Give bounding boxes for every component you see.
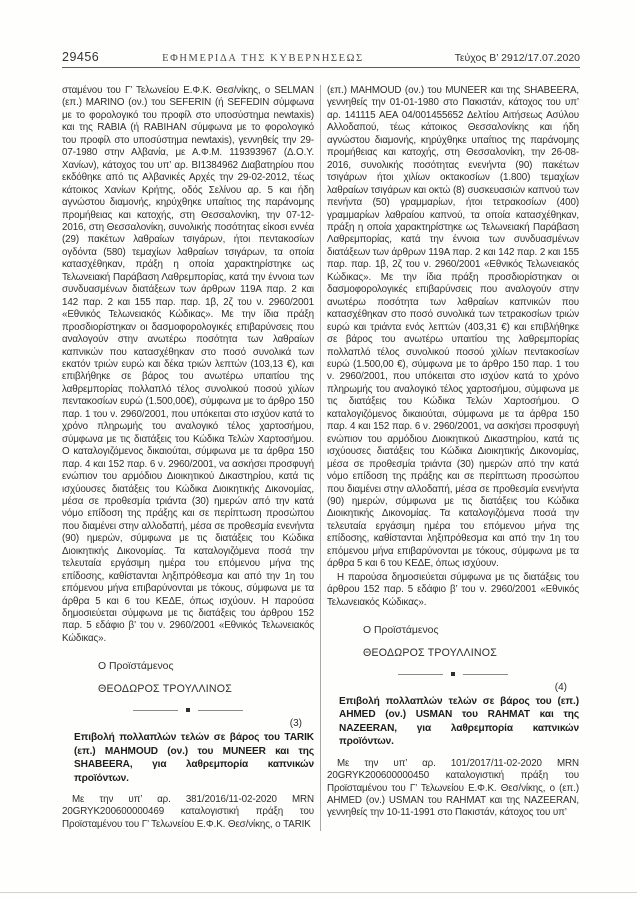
signature-block-left xyxy=(98,661,314,695)
signatory-name: ΘΕΟΔΩΡΟΣ ΤΡΟΥΛΛΙΝΟΣ xyxy=(98,683,232,696)
decision-body-continued: σταμένου του Γ’ Τελωνείου Ε.Φ.Κ. Θεσ/νίκης, ο SELMAN (επ.) MARINO (ον.) του SEFERIN (ή SEFEDIN σύμφωνα με το φορολογικό του προφίλ στο υποσύστημα newtaxis) και της RABIA (ή RABIHAN σύμφωνα με το φορολογικό του προφίλ στο υποσύστημα newtaxis), γεννηθείς την 29-07-1980 στην Αλβανία, με Α.Φ.Μ. 119393967 (Δ.Ο.Υ. Χανίων), κάτοχος του υπ’ αρ. ΒΙ1384962 Διαβατηρίου που εκδόθηκε από τις Αλβανικές Αρχές την 29-02-2012, τέως κάτοικος Χανίων Κρήτης, οδός Σελίνου αρ. 5 και ήδη αγνώστου διαμονής, κηρύχθηκε υπαίτιος της παράνομης προμήθειας και κατοχής, στη Θεσσαλονίκη, την 07-12-2016, στη Θεσσαλονίκη, συνολικής ποσότητας είκοσι εννέα (29) πακέτων λαθραίων τσιγάρων, ήτοι πεντακοσίων ογδόντα (580) τεμαχίων λαθραίων τσιγάρων, τα οποία κατασχέθηκαν, πράξη η οποία χαρακτηρίστηκε ως Τελωνειακή Παράβαση Λαθρεμπορίας, κατά την έννοια των συνδυασμένων διατάξεων των άρθρων 119Α παρ. 2 και 142 παρ. 2 και 155 παρ. παρ. 1β, 2ζ του ν. 2960/2001 «Εθνικός Τελωνειακός Κώδικας». Με την ίδια πράξη προσδιορίστηκαν οι δασμοφορολογικές επιβαρύνσεις που αναλογούν στην ανωτέρω ποσότητα των λαθραίων καπνικών που κατασχέθηκαν στο ποσό συνολικά των εκατόν τριών ευρώ και δέκα τριών λεπτών (103,13 €), και επιβλήθηκε σε βάρος του ανωτέρω υπαιτίου της λαθρεμπορίας πολλαπλό τέλος συνολικού ποσού χιλίων πεντακοσίων ευρώ (1.500,00€), σύμφωνα με το άρθρο 150 παρ. 1 του ν. 2960/2001, που υπόκειται στο ισχύον κατά το χρόνο πληρωμής του αναλογικό τέλος χαρτοσήμου, σύμφωνα με τις διατάξεις του Κώδικα Τελών Χαρτοσήμου. Ο καταλογιζόμενος δικαιούται, σύμφωνα με τα άρθρα 150 παρ. 4 και 152 παρ. 6 ν. 2960/2001, να ασκήσει προσφυγή ενώπιον του αρμόδιου Διοικητικού Δικαστηρίου, κατά τις ισχύουσες διατάξεις του Κώδικα Διοικητικής Δικονομίας, μέσα σε προθεσμία τριάντα (30) ημερών από την κατά νόμο επίδοση της πράξης και σε περίπτωση προσώπου που διαμένει στην αλλοδαπή, μέσα σε προθεσμία ενενήντα (90) ημερών, σύμφωνα με τις διατάξεις του Κώδικα Διοικητικής Δικονομίας. Τα καταλογιζόμενα ποσά την τελευταία εργάσιμη ημέρα του επόμενου μήνα της επίδοσης, καθίστανται ληξιπρόθεσμα και από την 1η του επόμενου μήνα επιβαρύνονται με τόκους, σύμφωνα με τα άρθρα 5 και 6 του ΚΕΔΕ, όπως ισχύουν. Η παρούσα δημοσιεύεται σύμφωνα με τις διατάξεις του άρθρου 152 παρ. 5 εδάφιο β’ του ν. 2960/2001 «Εθνικός Τελωνειακός Κώδικας». xyxy=(62,85,314,644)
separator-line xyxy=(133,710,178,711)
header-rule xyxy=(62,67,580,68)
section-number-4: (4) xyxy=(554,682,567,694)
page-content xyxy=(62,50,580,831)
signatory-role: Ο Προϊστάμενος xyxy=(363,625,439,637)
left-column xyxy=(62,85,314,831)
right-column xyxy=(327,85,579,831)
separator-square-icon xyxy=(451,672,455,676)
content-columns xyxy=(62,85,580,831)
signature-block-right xyxy=(363,625,579,659)
section-separator xyxy=(327,672,579,676)
page-header xyxy=(62,50,580,64)
section-4-body: Με την υπ’ αρ. 101/2017/11-02-2020 MRN 20GRYK200600000450 καταλογιστική πράξη του Προϊσταμένου του Γ’ Τελωνείου Ε.Φ.Κ. Θεσ/νίκης, ο (επ.) AHMED (ον.) USMAN του RAHMAT και της NAZEERAN, γεννηθείς την 10-11-1991 στο Πακιστάν, κάτοχος του υπ’ xyxy=(327,757,579,819)
page-number: 29456 xyxy=(62,50,100,64)
separator-line xyxy=(463,674,508,675)
column-divider xyxy=(320,85,321,831)
section-3-title: Επιβολή πολλαπλών τελών σε βάρος του TARIK (επ.) MAHMOUD (ον.) του MUNEER και της SHABEERA, για λαθρεμπορία καπνικών προϊόντων. xyxy=(74,732,314,784)
page-bottom-rule xyxy=(0,892,637,893)
section-3-body: Με την υπ’ αρ. 381/2016/11-02-2020 MRN 20GRYK200600000469 καταλογιστική πράξη του Προϊσταμένου του Γ’ Τελωνείου Ε.Φ.Κ. Θεσ/νίκης, ο TARIK xyxy=(62,794,314,830)
section-4-title: Επιβολή πολλαπλών τελών σε βάρος του (επ.) AHMED (ον.) USMAN του RAHMAT και της NAZEERAN, για λαθρεμπορία καπνικών προϊόντων. xyxy=(339,696,579,748)
gazette-title: ΕΦΗΜΕΡΙΔΑ ΤΗΣ ΚΥΒΕΡΝΗΣΕΩΣ xyxy=(162,53,364,64)
section-separator xyxy=(62,708,314,712)
separator-line xyxy=(398,674,443,675)
section-number-3: (3) xyxy=(289,718,302,730)
decision-3-body-continued: (επ.) MAHMOUD (ον.) του MUNEER και της SHABEERA, γεννηθείς την 01-01-1980 στο Πακιστάν, κάτοχος του υπ’ αρ. 141115 ΑΕΑ 04/001455652 Δελτίου Αιτήσεως Ασύλου Αλλοδαπού, τέως κάτοικος Θεσσαλονίκης και ήδη αγνώστου διαμονής, κηρύχθηκε υπαίτιος της παράνομης προμήθειας και κατοχής, στη Θεσσαλονίκη, την 26-08-2016, συνολικής ποσότητας ενενήντα (90) πακέτων τσιγάρων ήτοι χιλίων οκτακοσίων (1.800) τεμαχίων λαθραίων τσιγάρων και οκτώ (8) συσκευασιών καπνού των πενήντα (50) γραμμαρίων, ήτοι τετρακοσίων (400) γραμμαρίων λαθραίου καπνού, τα οποία κατασχέθηκαν, πράξη η οποία χαρακτηρίστηκε ως Τελωνειακή Παράβαση Λαθρεμπορίας, κατά την έννοια των συνδυασμένων διατάξεων των άρθρων 119Α παρ. 2 και 142 παρ. 2 και 155 παρ. παρ. 1β, 2ζ του ν. 2960/2001 «Εθνικός Τελωνειακός Κώδικας». Με την ίδια πράξη προσδιορίστηκαν οι δασμοφορολογικές επιβαρύνσεις που αναλογούν στην ανωτέρω ποσότητα των λαθραίων καπνικών που κατασχέθηκαν στο ποσό συνολικά των τετρακοσίων τριών ευρώ και τριάντα ενός λεπτών (403,31 €) και επιβλήθηκε σε βάρος του ανωτέρω υπαιτίου της λαθρεμπορίας πολλαπλό τέλος συνολικού ποσού χιλίων πεντακοσίων ευρώ (1.500,00 €), σύμφωνα με το άρθρο 150 παρ. 1 του ν. 2960/2001, που υπόκειται στο ισχύον κατά το χρόνο πληρωμής του αναλογικό τέλος χαρτοσήμου, σύμφωνα με τις διατάξεις του Κώδικα Τελών Χαρτοσήμου. Ο καταλογιζόμενος δικαιούται, σύμφωνα με τα άρθρα 150 παρ. 4 και 152 παρ. 6 ν. 2960/2001, να ασκήσει προσφυγή ενώπιον του αρμόδιου Διοικητικού Δικαστηρίου, κατά τις ισχύουσες διατάξεις του Κώδικα Διοικητικής Δικονομίας, μέσα σε προθεσμία τριάντα (30) ημερών από την κατά νόμο επίδοση της πράξης και σε περίπτωση προσώπου που διαμένει στην αλλοδαπή, μέσα σε προθεσμία ενενήντα (90) ημερών, σύμφωνα με τις διατάξεις του Κώδικα Διοικητικής Δικονομίας. Τα καταλογιζόμενα ποσά την τελευταία εργάσιμη ημέρα του επόμενου μήνα της επίδοσης, καθίστανται ληξιπρόθεσμα και από την 1η του επόμενου μήνα επιβαρύνονται με τόκους, σύμφωνα με τα άρθρα 5 και 6 του ΚΕΔΕ, όπως ισχύουν. xyxy=(327,85,579,570)
signatory-role: Ο Προϊστάμενος xyxy=(98,661,174,673)
separator-line xyxy=(198,710,243,711)
signatory-name: ΘΕΟΔΩΡΟΣ ΤΡΟΥΛΛΙΝΟΣ xyxy=(363,647,497,660)
decision-3-closing: Η παρούσα δημοσιεύεται σύμφωνα με τις διατάξεις του άρθρου 152 παρ. 5 εδάφιο β’ του ν. 2960/2001 «Εθνικός Τελωνειακός Κώδικας». xyxy=(327,571,579,608)
separator-square-icon xyxy=(186,708,190,712)
issue-info: Τεύχος Β’ 2912/17.07.2020 xyxy=(454,52,580,64)
